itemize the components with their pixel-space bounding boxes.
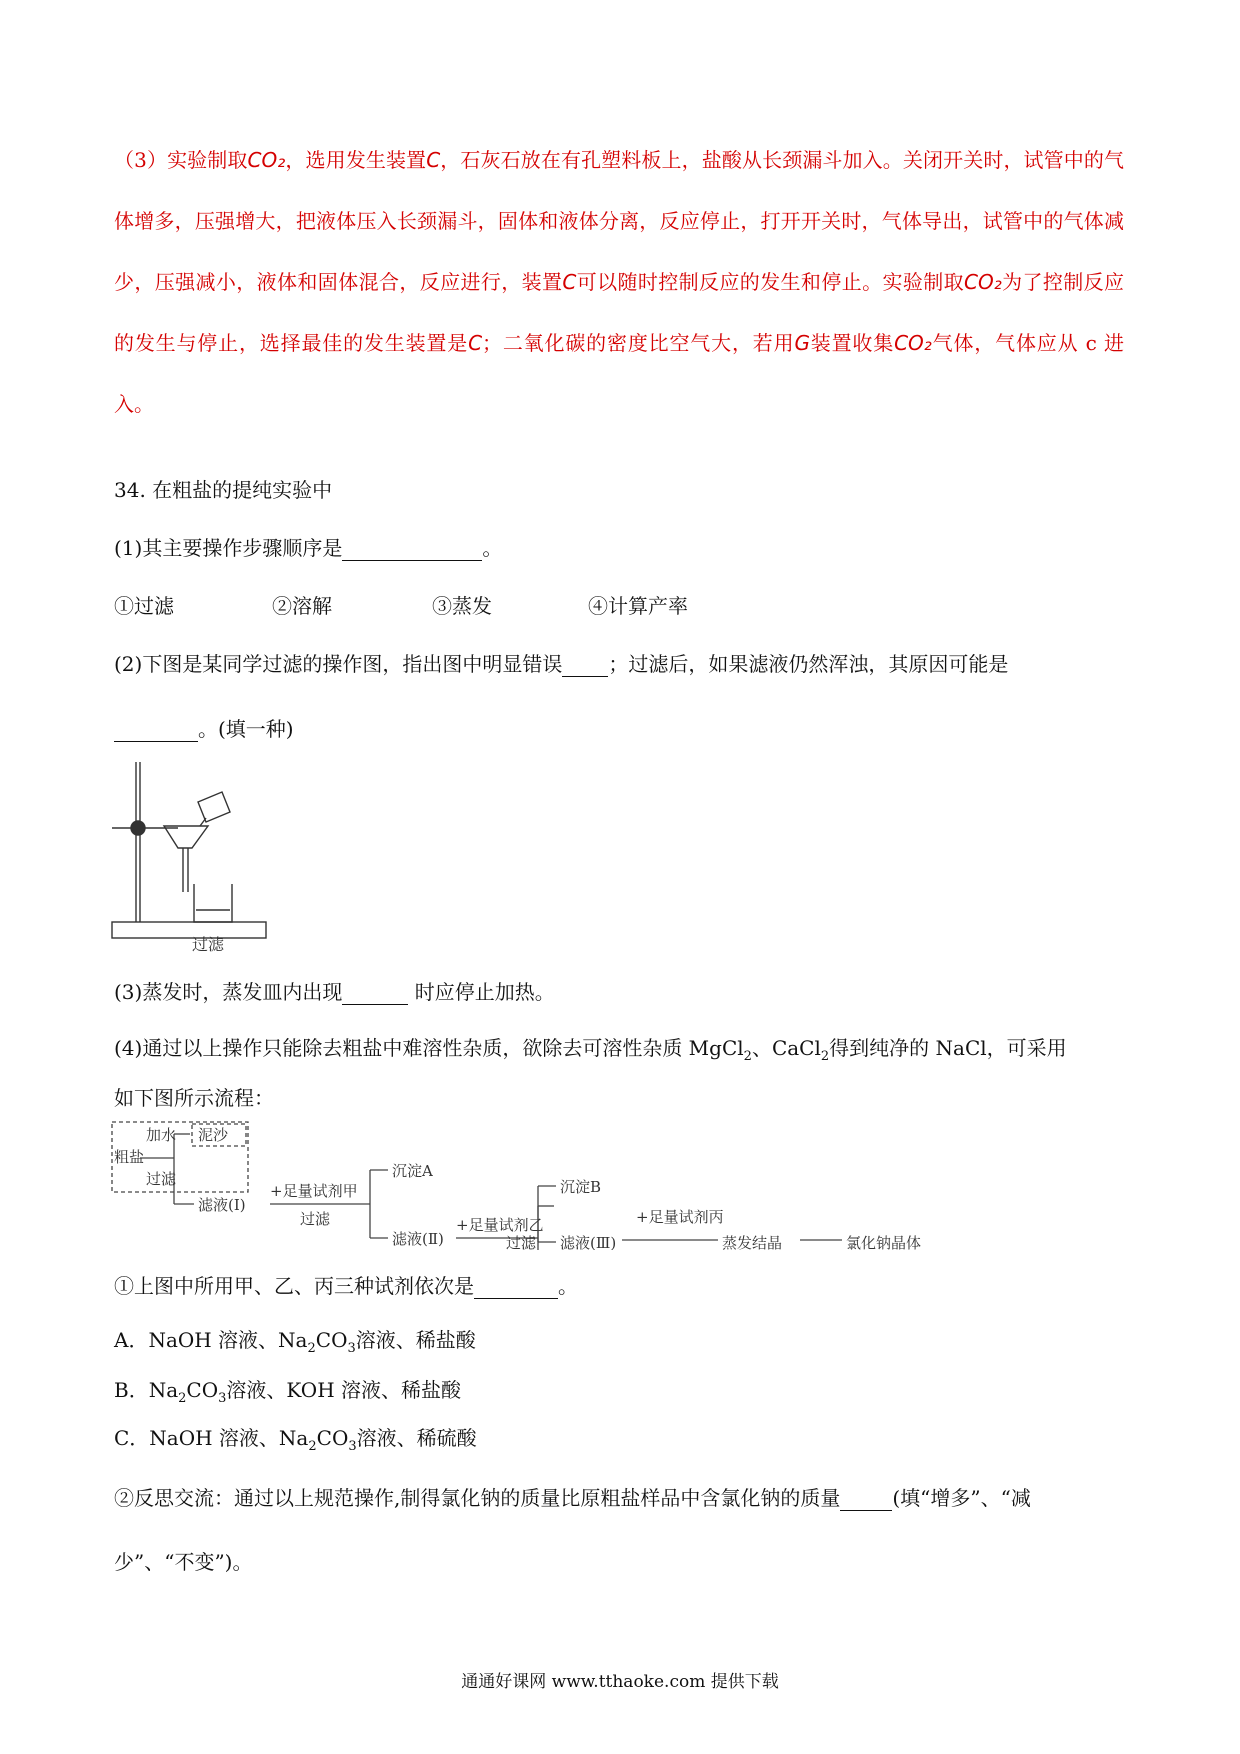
choice-dissolve: ②溶解 [272,594,332,618]
formula-co2: CO₂ [963,270,1002,294]
clamp-knob [131,821,145,835]
question-text: 。 [482,536,503,560]
filtration-diagram [110,756,270,952]
question-text: (4)通过以上操作只能除去粗盐中难溶性杂质，欲除去可溶性杂质 MgCl [114,1036,744,1060]
question-text: (3)蒸发时，蒸发皿内出现 [114,980,343,1004]
question-text: ②反思交流：通过以上规范操作,制得氯化钠的质量比原粗盐样品中含氯化钠的质量 [114,1486,841,1510]
answer-text: 装置收集 [809,331,895,355]
question-2 [114,648,1008,677]
flow-filtrate-1: 滤液(Ⅰ) [198,1196,246,1214]
question-text: 。(填一种) [198,717,294,741]
answer-blank[interactable] [562,654,608,677]
question-text: 、CaCl [751,1036,821,1060]
option-a[interactable]: A．NaOH 溶液、$Na_2CO_3$溶液、稀盐酸 [114,1328,476,1356]
flow-crystal: 氯化钠晶体 [846,1234,922,1250]
flow-precipitate-a: 沉淀A [392,1162,433,1180]
flow-reagent-b: +足量试剂乙 [456,1216,544,1234]
question-text: ①上图中所用甲、乙、丙三种试剂依次是 [114,1274,474,1298]
option-text: CO [186,1378,219,1402]
flow-reagent-c: +足量试剂丙 [636,1208,724,1226]
flow-filter-1: 过滤 [146,1170,177,1188]
flow-filter-a: 过滤 [300,1210,331,1228]
question-text: (1)其主要操作步骤顺序是 [114,536,343,560]
question-text: 时应停止加热。 [408,980,555,1004]
answer-blank[interactable] [342,538,482,561]
device-c: C [426,148,441,172]
question-4: (4)通过以上操作只能除去粗盐中难溶性杂质，欲除去可溶性杂质 MgCl$_2$、CaCl$_2$得到纯净的 NaCl，可采用 [114,1036,1067,1064]
answer-paragraph [114,130,1124,435]
answer-text: 为了控制反应的发生与停止，选择最佳的发生装置是 [114,270,1125,355]
pouring-beaker [198,792,230,822]
sub-question-2 [114,1482,1031,1511]
option-text: B．Na [114,1378,179,1402]
question-4-cont: 如下图所示流程： [114,1086,274,1110]
answer-text: ；二氧化碳的密度比空气大，若用 [482,331,795,355]
option-text: CO [316,1426,349,1450]
answer-text: （3）实验制取 [114,148,248,172]
choice-filter: ①过滤 [114,594,174,618]
page-footer: 通通好课网 www.tthaoke.com 提供下载 [461,1672,779,1692]
formula-co2: CO₂ [894,331,932,355]
flow-precipitate-b: 沉淀B [560,1178,602,1196]
question-text: (2)下图是某同学过滤的操作图，指出图中明显错误 [114,652,563,676]
option-text: 溶液、KOH 溶液、稀盐酸 [226,1378,461,1402]
flow-crude-salt: 粗盐 [114,1148,145,1166]
flow-reagent-a: +足量试剂甲 [270,1182,358,1200]
stand-base [112,922,266,938]
sub-question-1 [114,1270,578,1299]
question-2-cont [114,713,294,742]
answer-blank[interactable] [474,1276,558,1299]
choice-evaporate: ③蒸发 [432,594,492,618]
question-3 [114,976,555,1005]
sub-question-2-cont: 少”、“不变”)。 [114,1550,253,1574]
question-title: 34. 在粗盐的提纯实验中 [114,478,333,502]
flow-filtrate-2: 滤液(Ⅱ) [392,1230,444,1248]
flow-evaporate: 蒸发结晶 [722,1234,783,1250]
option-text: CO [315,1328,348,1352]
device-c: C [562,270,577,294]
question-text: (填“增多”、“减 [892,1486,1031,1510]
option-text: 溶液、稀盐酸 [355,1328,476,1352]
device-g: G [794,331,810,355]
funnel [164,826,208,848]
question-text: ；过滤后，如果滤液仍然浑浊，其原因可能是 [608,652,1009,676]
flow-add-water: 加水 [146,1126,177,1144]
formula-co2: CO₂ [247,148,286,172]
answer-text: 气体，气体应从 c 进入。 [114,331,1125,416]
question-1 [114,532,502,561]
device-c: C [468,331,483,355]
answer-text: 可以随时控制反应的发生和停止。实验制取 [576,270,964,294]
option-text: A．NaOH 溶液、Na [114,1328,308,1352]
option-text: C．NaOH 溶液、Na [114,1426,309,1450]
answer-blank[interactable] [840,1488,892,1511]
process-flowchart-lower [110,1120,940,1250]
answer-blank[interactable] [342,982,408,1005]
option-b[interactable]: B．$Na_2CO_3$溶液、KOH 溶液、稀盐酸 [114,1378,461,1406]
question-text: 。 [558,1274,578,1298]
flow-filtrate-3: 滤液(Ⅲ) [560,1234,617,1250]
flow-filter-b: 过滤 [506,1234,537,1250]
figure-label: 过滤 [192,935,225,954]
answer-text: ，石灰石放在有孔塑料板上，盐酸从长颈漏斗加入。关闭开关时，试管中的气体增多，压强增大，把液体压入长颈漏斗，固体和液体分离，反应停止，打开开关时，气体导出，试管中的气体减少，压强减小，液体和固体混合，反应进行，装置 [114,148,1125,294]
answer-text: ，选用发生装置 [285,148,427,172]
question-text: 得到纯净的 NaCl，可采用 [829,1036,1067,1060]
option-text: 溶液、稀硫酸 [356,1426,477,1450]
flow-mud: 泥沙 [198,1126,229,1144]
beaker [194,884,232,922]
choice-yield: ④计算产率 [588,594,688,618]
option-c[interactable]: C．NaOH 溶液、$Na_2CO_3$溶液、稀硫酸 [114,1426,477,1454]
answer-blank[interactable] [114,719,198,742]
